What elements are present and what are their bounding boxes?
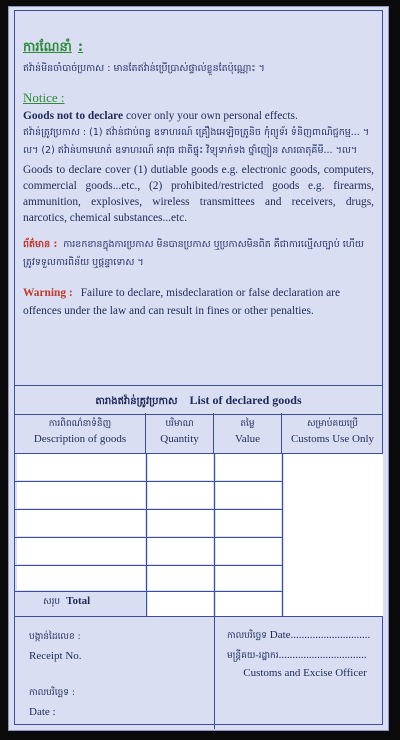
total-label bbox=[43, 595, 90, 609]
customs-use-field bbox=[284, 454, 383, 616]
khmer-title-text: ការណែនាំ bbox=[23, 40, 72, 55]
khmer-goods-to-declare: ឥវ៉ាន់ត្រូវប្រកាស : (1) ឥវ៉ាន់ជាប់ពន្ធ ឧទាហរណ៍ គ្រឿងអេឡិចត្រូនិច កុំព្យូទ័រ ទំនិញពាណិជ្ជកម្ម... ។ល។ (2) ឥវ៉ាន់ហាមឃាត់ ឧទាហរណ៍ អាវុធ ជាតិផ្ទុះ វិទ្យុទាក់ទង ថ្នាំញៀន សារធាតុគីមី... ។ល។ bbox=[23, 127, 370, 156]
column-quantity bbox=[146, 413, 214, 453]
row-4-description-field[interactable] bbox=[17, 538, 145, 564]
row-5-quantity-field[interactable] bbox=[148, 566, 213, 590]
row-3-quantity-field[interactable] bbox=[148, 510, 213, 536]
table-bottom-border bbox=[15, 616, 383, 617]
officer-signature-line: ................................ bbox=[278, 649, 367, 661]
receipt-number-kh: បង្កាន់ដៃលេខ : bbox=[29, 632, 81, 642]
column-customs-use bbox=[282, 413, 383, 453]
column-divider bbox=[282, 453, 283, 616]
row-5-description-field[interactable] bbox=[17, 566, 145, 590]
khmer-warning-label: ព័ត៌មាន : bbox=[23, 239, 58, 250]
row-1-value-field[interactable] bbox=[216, 454, 281, 480]
customs-declaration-card bbox=[8, 6, 389, 731]
column-description-kh: ការពិពណ៌នាទំនិញ bbox=[48, 419, 112, 429]
card-border bbox=[14, 10, 383, 725]
warning-text: Failure to declare, misdeclaration or false declaration are offences under the law and can result in fines or other penalties. bbox=[23, 287, 341, 317]
officer-title-en: Customs and Excise Officer bbox=[243, 667, 367, 679]
goods-list-title-en: List of declared goods bbox=[189, 393, 302, 407]
officer-date-en: Date............................. bbox=[269, 629, 371, 641]
khmer-title-colon: : bbox=[77, 40, 84, 55]
receipt-number-en: Receipt No. bbox=[29, 650, 82, 662]
row-2-quantity-field[interactable] bbox=[148, 482, 213, 508]
khmer-warning-text: ការខកខានក្នុងការប្រកាស មិនបានប្រកាស ឬប្រកាសមិនពិត គឺជាការល្មើសច្បាប់ ហើយត្រូវទទួលការពិន័យ ឬផ្តន្ទាទោស ។ bbox=[23, 239, 364, 268]
column-divider bbox=[214, 453, 215, 616]
row-5-value-field[interactable] bbox=[216, 566, 281, 590]
row-4-value-field[interactable] bbox=[216, 538, 281, 564]
row-3-value-field[interactable] bbox=[216, 510, 281, 536]
column-quantity-en: Quantity bbox=[160, 433, 199, 445]
row-2-value-field[interactable] bbox=[216, 482, 281, 508]
date-label bbox=[29, 687, 75, 718]
goods-to-declare-text: Goods to declare cover (1) dutiable goods e.g. electronic goods, computers, commercial goods...etc., (2) prohibited/restricted goods e.g. firearms, ammunition, explosives, wireless transmittees and receivers, drugs, narcotics, chemical substances...etc. bbox=[23, 164, 374, 224]
column-quantity-kh: បរិមាណ bbox=[165, 419, 194, 429]
receipt-number-label bbox=[29, 631, 82, 662]
date-kh: កាលបរិច្ឆេទ : bbox=[29, 688, 75, 698]
total-label-kh: សរុប bbox=[43, 597, 61, 607]
notice-heading: Notice : bbox=[23, 90, 65, 105]
total-value-field[interactable] bbox=[216, 592, 281, 616]
column-description-en: Description of goods bbox=[33, 433, 127, 445]
column-value-kh: តម្លៃ bbox=[240, 419, 255, 429]
khmer-warning bbox=[23, 236, 374, 272]
total-quantity-field[interactable] bbox=[148, 592, 213, 616]
khmer-intro-line: ឥវ៉ាន់មិនចាំបាច់ប្រកាស : មានតែឥវ៉ាន់ប្រើប្រាស់ផ្ទាល់ខ្លួនតែប៉ុណ្ណោះ ។ bbox=[23, 63, 265, 74]
footer-divider bbox=[214, 616, 215, 729]
officer-title-kh: មន្ត្រីគយ-រដ្ឋាករ bbox=[227, 651, 279, 661]
row-2-description-field[interactable] bbox=[17, 482, 145, 508]
row-1-quantity-field[interactable] bbox=[148, 454, 213, 480]
notice-lead bbox=[23, 108, 374, 124]
warning-label: Warning : bbox=[23, 287, 73, 299]
goods-list-title-kh: តារាងឥវ៉ាន់ត្រូវប្រកាស bbox=[95, 396, 178, 407]
date-en: Date : bbox=[29, 706, 56, 718]
column-description bbox=[15, 413, 146, 453]
row-divider bbox=[15, 565, 282, 566]
warning-paragraph bbox=[23, 284, 374, 320]
row-divider bbox=[15, 481, 282, 482]
row-divider bbox=[15, 591, 282, 592]
officer-signature-block bbox=[227, 629, 383, 679]
row-3-description-field[interactable] bbox=[17, 510, 145, 536]
row-divider bbox=[15, 509, 282, 510]
goods-list-header bbox=[15, 385, 382, 415]
row-1-description-field[interactable] bbox=[17, 454, 145, 480]
row-divider bbox=[15, 537, 282, 538]
column-customs-use-en: Customs Use Only bbox=[290, 433, 375, 445]
column-customs-use-kh: សម្រាប់គយប្រើ bbox=[306, 419, 359, 429]
total-label-en: Total bbox=[66, 595, 91, 607]
table-header-divider bbox=[15, 453, 383, 454]
column-value-en: Value bbox=[234, 433, 261, 445]
instructions-section bbox=[23, 39, 374, 320]
row-4-quantity-field[interactable] bbox=[148, 538, 213, 564]
notice-bold-lead: Goods not to declare bbox=[23, 110, 124, 122]
khmer-instructions-title bbox=[23, 39, 374, 58]
column-divider bbox=[146, 453, 147, 616]
column-value bbox=[214, 413, 282, 453]
officer-date-kh: កាលបរិច្ឆេទ bbox=[227, 631, 267, 641]
notice-lead-rest: cover only your own personal effects. bbox=[123, 110, 298, 122]
